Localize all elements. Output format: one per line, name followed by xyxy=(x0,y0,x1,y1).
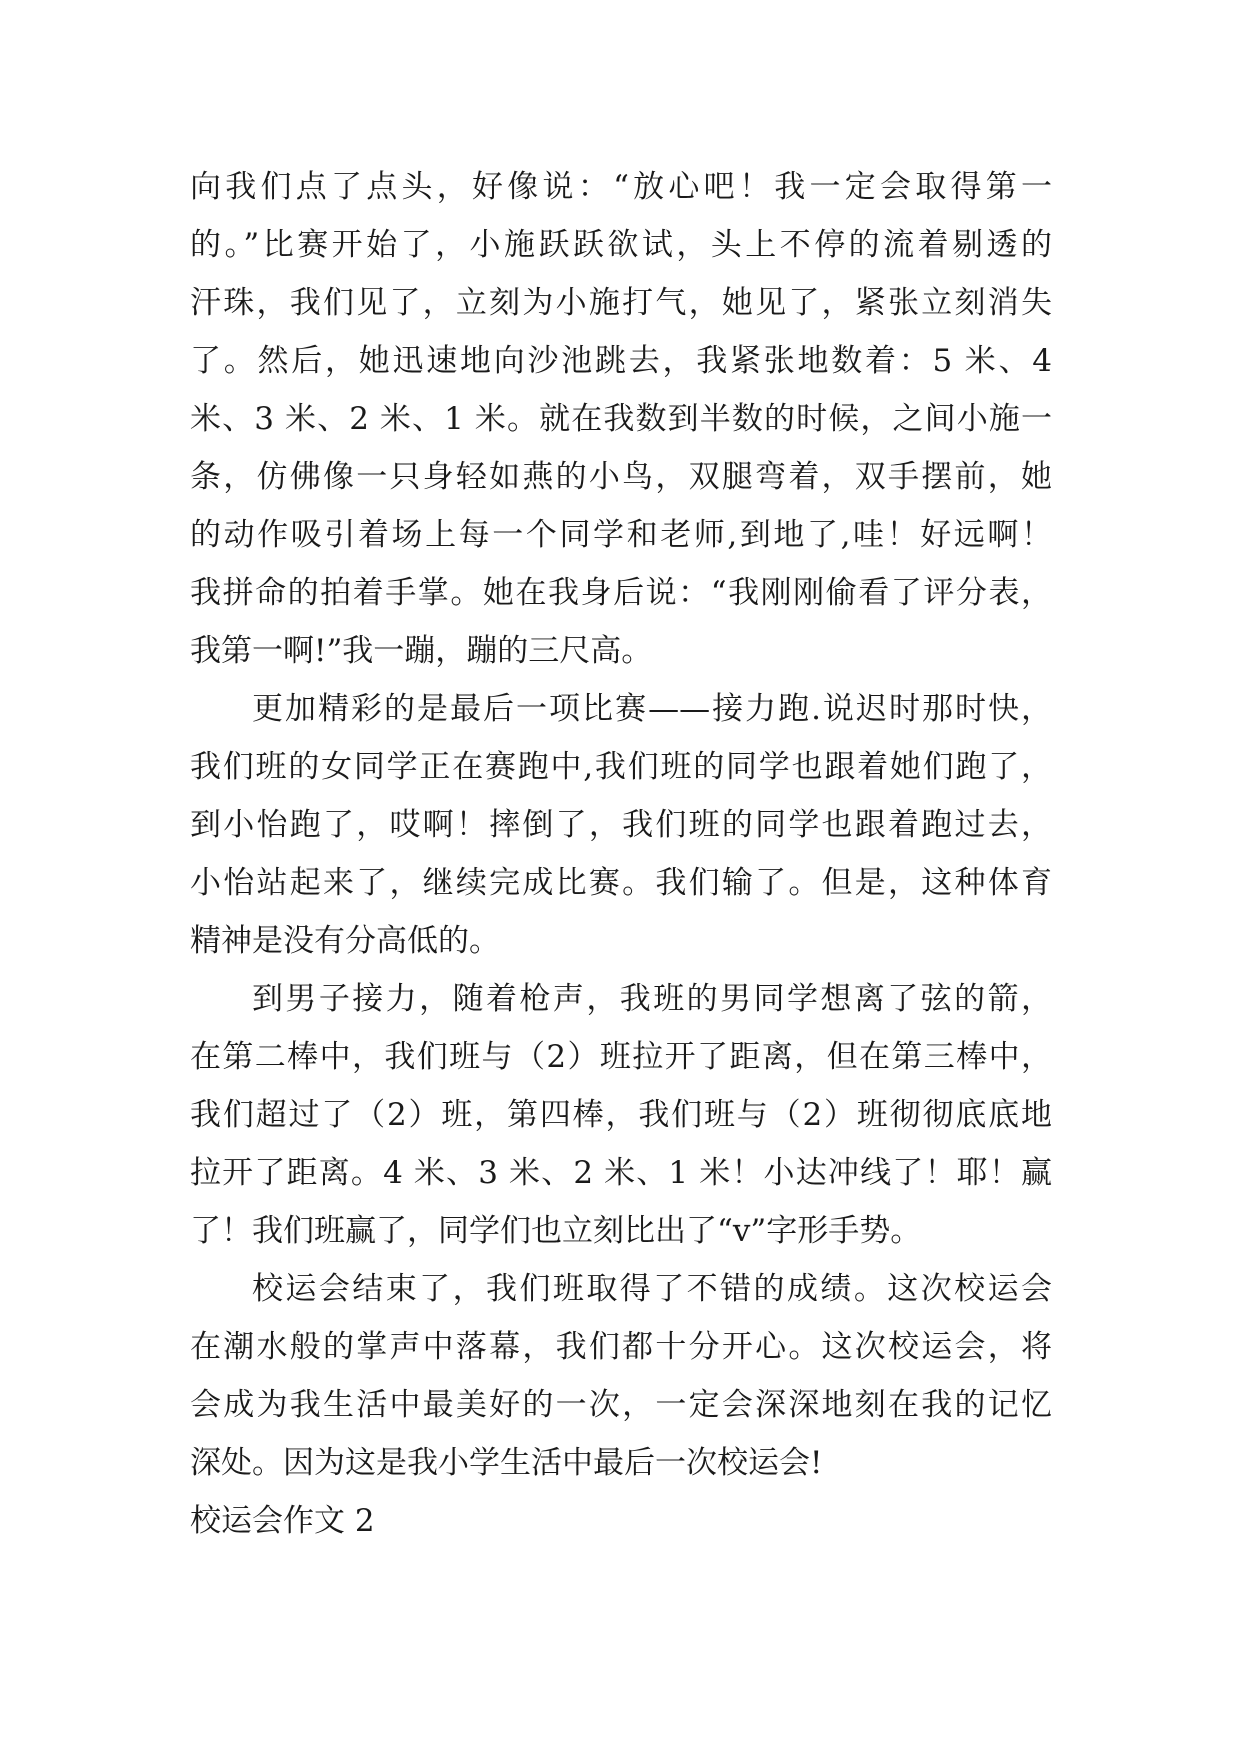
text-line: 精神是没有分高低的。 xyxy=(190,923,500,959)
text-line: 在第二棒中，我们班与（2）班拉开了距离，但在第三棒中， xyxy=(190,1039,1052,1075)
text-line: 到小怡跑了，哎啊！摔倒了，我们班的同学也跟着跑过去， xyxy=(190,807,1052,843)
text-line: 深处。因为这是我小学生活中最后一次校运会! xyxy=(190,1445,823,1481)
text-line: 在潮水般的掌声中落幕，我们都十分开心。这次校运会，将 xyxy=(190,1329,1052,1365)
essay-body xyxy=(190,158,1052,1550)
next-essay-title: 校运会作文 2 xyxy=(190,1503,375,1539)
paragraph-conclusion xyxy=(190,1260,1052,1492)
paragraph-boys-relay xyxy=(190,970,1052,1260)
paragraph-long-jump xyxy=(190,158,1052,680)
text-line: 小怡站起来了，继续完成比赛。我们输了。但是，这种体育 xyxy=(190,865,1052,901)
text-line: 汗珠，我们见了，立刻为小施打气，她见了，紧张立刻消失 xyxy=(190,285,1052,321)
text-line: 的。”比赛开始了，小施跃跃欲试，头上不停的流着剔透的 xyxy=(190,227,1052,263)
text-line: 我第一啊!”我一蹦，蹦的三尺高。 xyxy=(190,633,653,669)
text-line: 米、3 米、2 米、1 米。就在我数到半数的时候，之间小施一 xyxy=(190,401,1052,437)
text-line: 会成为我生活中最美好的一次，一定会深深地刻在我的记忆 xyxy=(190,1387,1052,1423)
text-line: 的动作吸引着场上每一个同学和老师,到地了,哇！好远啊！ xyxy=(190,517,1052,553)
text-line: 我们班的女同学正在赛跑中,我们班的同学也跟着她们跑了， xyxy=(190,749,1052,785)
text-line: 了！我们班赢了，同学们也立刻比出了“v”字形手势。 xyxy=(190,1213,922,1249)
text-line: 更加精彩的是最后一项比赛——接力跑.说迟时那时快， xyxy=(252,691,1052,727)
text-line: 向我们点了点头，好像说：“放心吧！我一定会取得第一 xyxy=(190,169,1052,205)
text-line: 我们超过了（2）班，第四棒，我们班与（2）班彻彻底底地 xyxy=(190,1097,1052,1133)
text-line: 到男子接力，随着枪声，我班的男同学想离了弦的箭， xyxy=(252,981,1052,1017)
paragraph-girls-relay xyxy=(190,680,1052,970)
text-line: 我拼命的拍着手掌。她在我身后说：“我刚刚偷看了评分表， xyxy=(190,575,1052,611)
text-line: 校运会结束了，我们班取得了不错的成绩。这次校运会 xyxy=(252,1271,1052,1307)
text-line: 了。然后，她迅速地向沙池跳去，我紧张地数着：5 米、4 xyxy=(190,343,1052,379)
text-line: 条，仿佛像一只身轻如燕的小鸟，双腿弯着，双手摆前，她 xyxy=(190,459,1052,495)
text-line: 拉开了距离。4 米、3 米、2 米、1 米！小达冲线了！耶！赢 xyxy=(190,1155,1052,1191)
